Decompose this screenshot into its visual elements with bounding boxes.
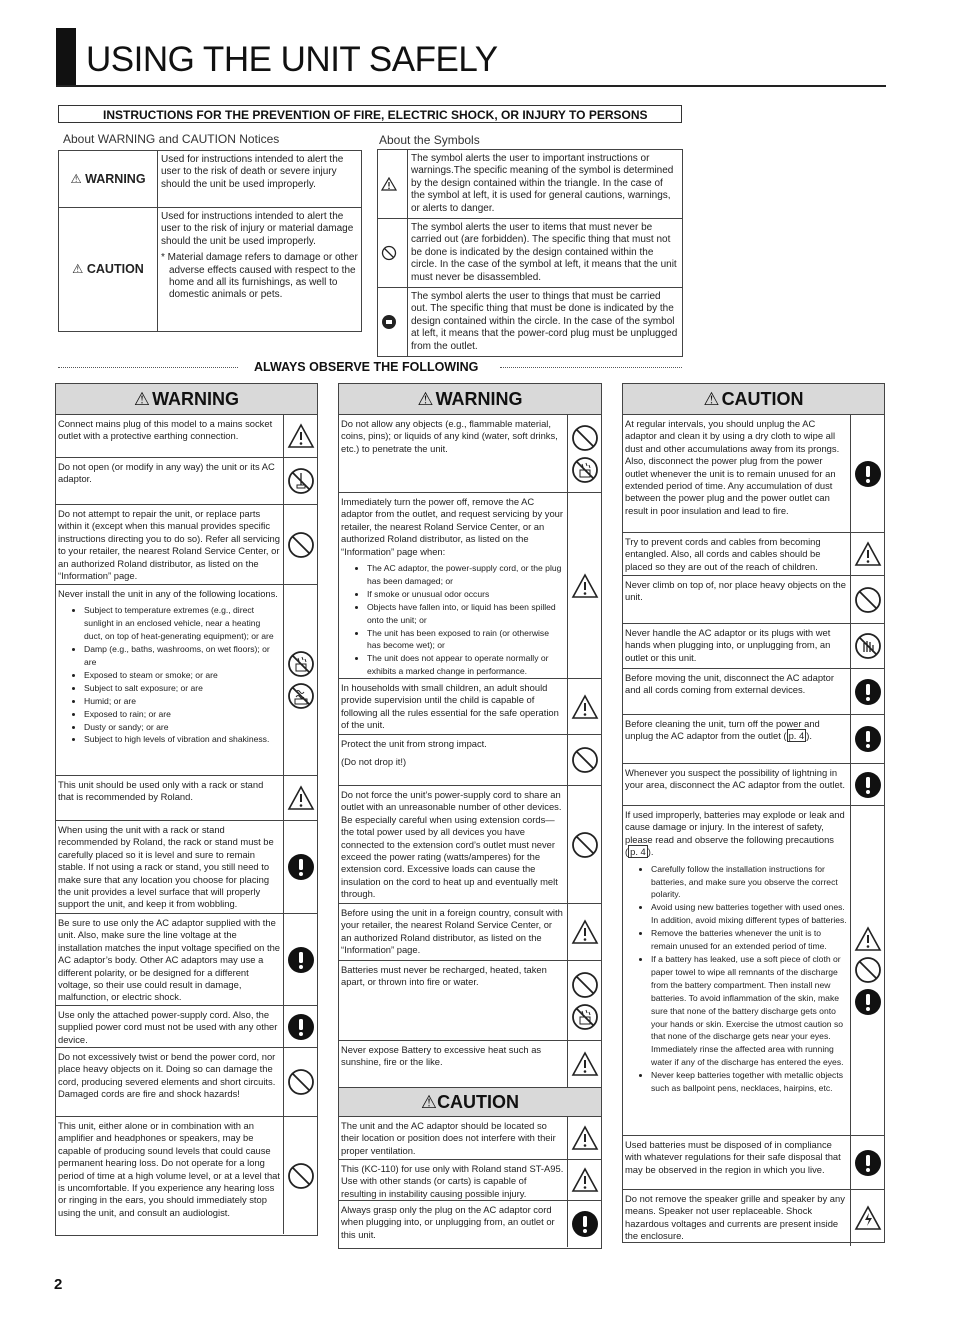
- safety-item: [56, 505, 317, 585]
- safety-item-sentence: Whenever you suspect the possibility of lightning in your area, disconnect the AC adaptor from the outlet.: [625, 767, 845, 791]
- safety-item-icons: [850, 1136, 884, 1189]
- safety-bullet-list: [625, 863, 847, 1095]
- safety-item-icons: [567, 961, 601, 1040]
- safety-item-icons: [850, 624, 884, 668]
- safety-item-sentence: Never climb on top of, nor place heavy objects on the unit.: [625, 579, 846, 603]
- safety-item-text: [56, 585, 283, 775]
- safety-item-text: [56, 1048, 283, 1116]
- caution-heading-label: CAUTION: [437, 1091, 520, 1112]
- no-water-icon: [287, 650, 315, 678]
- title-bar: [56, 28, 76, 86]
- safety-item-icons: [850, 715, 884, 763]
- symbols-table: [377, 149, 683, 357]
- safety-item-note: (Do not drop it!): [341, 756, 407, 768]
- safety-item: [339, 1117, 601, 1160]
- prohibit-icon: [287, 1162, 315, 1190]
- warning-heading-label: WARNING: [152, 388, 240, 409]
- safety-item-sentence: Never handle the AC adaptor or its plugs with wet hands when plugging into, or unplugging from, an outlet or this unit.: [625, 627, 831, 663]
- safety-item: [339, 679, 601, 735]
- prohibit-icon: [571, 746, 599, 774]
- safety-item-text: [339, 1160, 567, 1200]
- safety-item: [339, 904, 601, 961]
- warning-column-2: [338, 383, 602, 1249]
- safety-bullet: • The AC adaptor, the power-supply cord, or the plug has been damaged; or: [367, 562, 564, 588]
- safety-item-icons: [283, 776, 317, 820]
- safety-item-icons: [567, 904, 601, 960]
- warning-column-1: [55, 383, 318, 1236]
- triangle-icon: [287, 423, 315, 449]
- safety-item-text: [56, 821, 283, 913]
- safety-item-icons: [567, 493, 601, 678]
- mandatory-icon: [287, 946, 315, 974]
- safety-item-text: [339, 415, 567, 492]
- safety-item-icons: [567, 735, 601, 785]
- safety-item-icons: [567, 679, 601, 734]
- prohibit-icon: [287, 531, 315, 559]
- safety-bullet: • If a battery has leaked, use a soft piece of cloth or paper towel to wipe all remnants of the discharge from the battery compartment. Then install new batteries. To avoid inflammation of the skin, make sure that none of the battery discharge gets onto your hands or skin. Exercise the utmost caution so that none of the discharge gets near your eyes. Immediately rinse the affected area with running water if any of the discharge has entered the eyes.: [651, 953, 847, 1069]
- safety-item-sentence: In households with small children, an adult should provide supervision until the child is capable of following all the rules essential for the safe operation of the unit.: [341, 682, 559, 731]
- safety-item-icons: [850, 764, 884, 805]
- safety-item-icons: [283, 821, 317, 913]
- safety-bullet: • Objects have fallen into, or liquid has been spilled onto the unit; or: [367, 601, 564, 627]
- safety-item: [623, 624, 884, 669]
- triangle-icon: [854, 541, 882, 567]
- mandatory-icon: [854, 460, 882, 488]
- safety-item-sentence: Do not excessively twist or bend the power cord, nor place heavy objects on it. Doing so can damage the cord, producing severed elements and short circuits. Damaged cords are fire and shock hazards!: [58, 1051, 276, 1100]
- caution-heading-3: [623, 384, 884, 415]
- safety-bullet: • Subject to salt exposure; or are: [84, 682, 280, 695]
- safety-item-icons: [567, 1160, 601, 1200]
- warning-triangle-icon: ⚠: [70, 171, 82, 186]
- safety-item-tail: ).: [806, 730, 812, 742]
- prohibit-symbol-cell: [378, 219, 408, 288]
- safety-item-icons: [283, 1117, 317, 1234]
- safety-item: [339, 493, 601, 679]
- safety-item-icons: [283, 415, 317, 457]
- safety-item-text: [623, 764, 850, 805]
- page-reference-link[interactable]: p. 4: [630, 846, 646, 858]
- caution-triangle-icon: ⚠: [72, 262, 84, 277]
- safety-item: [56, 914, 317, 1006]
- safety-item-icons: [283, 1048, 317, 1116]
- safety-bullet-list: [58, 604, 280, 746]
- warning-rows-1: [56, 415, 317, 1234]
- safety-bullet: • The unit has been exposed to rain (or otherwise has become wet); or: [367, 627, 564, 653]
- triangle-symbol-text: The symbol alerts the user to important instructions or warnings.The specific meaning of the symbol is determined by the design contained within the triangle. In the case of the symbol at left, it is used for general cautions, warnings, or alerts to danger.: [408, 150, 683, 219]
- safety-item-sentence: Immediately turn the power off, remove the AC adaptor from the outlet, and request servicing by your retailer, the nearest Roland Service Center, or an authorized Roland distributor, as listed on the “Information” page when:: [341, 496, 563, 557]
- shock-icon: [854, 1205, 882, 1231]
- warning-label-cell: [59, 151, 158, 208]
- notices-table: [58, 150, 362, 332]
- safety-item-icons: [850, 669, 884, 714]
- warning-heading-2: [339, 384, 601, 415]
- safety-bullet: • Subject to temperature extremes (e.g., direct sunlight in an enclosed vehicle, near a heating duct, on top of heat-generating equipment); or are: [84, 604, 280, 643]
- safety-item: [339, 1041, 601, 1087]
- triangle-icon: [571, 1125, 599, 1151]
- safety-item-text: [56, 505, 283, 584]
- safety-item-text: [339, 786, 567, 903]
- caution-column-3: [622, 383, 885, 1243]
- safety-item-sentence: Do not open (or modify in any way) the unit or its AC adaptor.: [58, 461, 275, 485]
- safety-item-sentence: Never install the unit in any of the following locations.: [58, 588, 278, 599]
- safety-item: [56, 458, 317, 505]
- safety-item: [623, 576, 884, 624]
- safety-item: [56, 1048, 317, 1117]
- safety-item-text: [623, 533, 850, 575]
- safety-item-sentence: At regular intervals, you should unplug the AC adaptor and clean it by using a dry cloth to wipe all dust and other accumulations away from its prongs. Also, disconnect the power plug from the power outlet whenever the unit is to remain unused for an extended period of time. Any accumulation of dust between the power plug and the power outlet can result in poor insulation and lead to fire.: [625, 418, 840, 516]
- no-wet-hands-icon: [854, 632, 882, 660]
- caution-text: Used for instructions intended to alert the user to the risk of injury or material damage should the unit be used improperly.: [161, 211, 354, 247]
- safety-bullet: • If smoke or unusual odor occurs: [367, 588, 564, 601]
- warning-rows-2: [339, 415, 601, 1087]
- page-number: 2: [54, 1276, 63, 1293]
- safety-item-sentence: Use only the attached power-supply cord. Also, the supplied power cord must not be used with any other device.: [58, 1009, 278, 1045]
- safety-bullet: • Carefully follow the installation instructions for batteries, and make sure you observe the correct polarity.: [651, 863, 847, 902]
- triangle-icon: [571, 573, 599, 599]
- safety-item: [623, 1190, 884, 1246]
- safety-item-icons: [567, 1117, 601, 1159]
- unplug-icon: [381, 314, 397, 330]
- warning-heading-1: [56, 384, 317, 415]
- safety-item-sentence: Before moving the unit, disconnect the AC adaptor and all cords coming from external devices.: [625, 672, 834, 696]
- warning-triangle-icon: ⚠: [133, 388, 151, 409]
- safety-item-sentence: Connect mains plug of this model to a mains socket outlet with a protective earthing connection.: [58, 418, 273, 442]
- always-observe-heading: ALWAYS OBSERVE THE FOLLOWING: [254, 360, 479, 374]
- triangle-icon: [571, 1051, 599, 1077]
- safety-bullet: • Exposed to rain; or are: [84, 708, 280, 721]
- no-water-icon: [571, 456, 599, 484]
- safety-item-icons: [283, 505, 317, 584]
- warning-label: WARNING: [85, 171, 146, 186]
- safety-item: [339, 415, 601, 493]
- prohibit-icon: [571, 971, 599, 999]
- safety-item-sentence: Before using the unit in a foreign country, consult with your retailer, the nearest Roland Service Center, or an authorized Roland distributor, as listed on the “Information” page.: [341, 907, 563, 956]
- safety-bullet: • Damp (e.g., baths, washrooms, on wet floors); or are: [84, 643, 280, 669]
- no-water-icon: [571, 1003, 599, 1031]
- page-title: USING THE UNIT SAFELY: [86, 40, 498, 79]
- safety-item-sentence: The unit and the AC adaptor should be located so their location or position does not interfere with their proper ventilation.: [341, 1120, 556, 1156]
- safety-item-icons: [850, 806, 884, 1135]
- no-disassemble-icon: [381, 245, 397, 261]
- caution-heading-label: CAUTION: [721, 388, 804, 409]
- page-reference-link[interactable]: p. 4: [788, 730, 805, 742]
- safety-item-icons: [567, 1201, 601, 1247]
- safety-item-text: [56, 1117, 283, 1234]
- triangle-icon: [571, 919, 599, 945]
- safety-item-icons: [850, 415, 884, 532]
- safety-bullet-list: [341, 562, 564, 678]
- safety-item-text: [623, 624, 850, 668]
- mandatory-icon: [287, 1013, 315, 1041]
- safety-item: [339, 735, 601, 786]
- safety-item-sentence: This unit should be used only with a rack or stand that is recommended by Roland.: [58, 779, 264, 803]
- caution-triangle-icon: ⚠: [703, 388, 720, 409]
- safety-item-sentence: When using the unit with a rack or stand recommended by Roland, the rack or stand must be carefully placed so it is level and sure to remain stable. If not using a rack or stand, you still need to make sure that any location you choose for placing the unit provides a level surface that will properly support the unit, and keep it from wobbling.: [58, 824, 274, 910]
- dotted-line-right: [500, 367, 682, 368]
- safety-item-sentence: Do not allow any objects (e.g., flammable material, coins, pins); or liquids of any kind (water, soft drinks, etc.) to penetrate the unit.: [341, 418, 558, 454]
- dotted-line-left: [58, 367, 238, 368]
- caution-label: CAUTION: [86, 262, 144, 277]
- safety-item-text: [623, 1190, 850, 1246]
- mandatory-icon: [854, 988, 882, 1016]
- mandatory-icon: [287, 853, 315, 881]
- safety-item: [56, 776, 317, 821]
- mandatory-icon: [854, 678, 882, 706]
- safety-item-text: [623, 806, 850, 1135]
- safety-item: [56, 415, 317, 458]
- safety-item-sentence: Protect the unit from strong impact.: [341, 738, 487, 749]
- safety-bullet: • Exposed to steam or smoke; or are: [84, 669, 280, 682]
- safety-item-text: [623, 415, 850, 532]
- safety-bullet: • The unit does not appear to operate normally or exhibits a marked change in performance.: [367, 652, 564, 678]
- safety-item: [623, 415, 884, 533]
- safety-item-icons: [283, 914, 317, 1005]
- safety-item-text: [339, 735, 567, 785]
- safety-item-icons: [283, 458, 317, 504]
- warning-triangle-icon: ⚠: [417, 388, 434, 409]
- safety-item-icons: [850, 533, 884, 575]
- safety-item-sentence: Do not remove the speaker grille and speaker by any means. Speaker not user replaceable. Shock hazardous voltages and currents are present inside the enclosure.: [625, 1193, 845, 1242]
- safety-item-sentence: Do not force the unit’s power-supply cord to share an outlet with an unreasonable number of other devices. Be especially careful when using extension cords—the total power used by all devices you have connected to the extension cord’s outlet must never exceed the power rating (watts/amperes) for the extension cord. Excessive loads can cause the insulation on the cord to heat up and eventually melt through.: [341, 789, 562, 900]
- mandatory-icon: [854, 725, 882, 753]
- safety-item-text: [623, 669, 850, 714]
- safety-item-sentence: Batteries must never be recharged, heated, taken apart, or thrown into fire or water.: [341, 964, 547, 988]
- safety-item: [339, 961, 601, 1041]
- triangle-symbol-cell: [378, 150, 408, 219]
- safety-item-text: [56, 458, 283, 504]
- mandatory-symbol-cell: [378, 288, 408, 357]
- notices-label: About WARNING and CAUTION Notices: [63, 132, 280, 146]
- safety-item: [623, 533, 884, 576]
- safety-item-sentence: If used improperly, batteries may explode or leak and cause damage or injury. In the interest of safety, please read and observe the following precautions (: [625, 809, 845, 858]
- caution-triangle-icon: ⚠: [420, 1091, 438, 1112]
- safety-item: [56, 1117, 317, 1234]
- triangle-icon: [381, 177, 397, 191]
- safety-item-text: [339, 1041, 567, 1087]
- safety-item: [339, 786, 601, 904]
- caution-text-cell: [158, 208, 362, 332]
- no-moisture-icon: [287, 682, 315, 710]
- symbols-label: About the Symbols: [379, 133, 480, 147]
- safety-item-sentence: Always grasp only the plug on the AC adaptor cord when plugging into, or unplugging from, an outlet or this unit.: [341, 1204, 555, 1240]
- prohibit-icon: [287, 1068, 315, 1096]
- safety-item: [623, 669, 884, 715]
- safety-item-sentence: This (KC-110) for use only with Roland stand ST-A95. Use with other stands (or carts) is capable of resulting in instability causing possible injury.: [341, 1163, 564, 1199]
- safety-item-text: [56, 1006, 283, 1047]
- safety-item: [623, 806, 884, 1136]
- safety-item-text: [623, 715, 850, 763]
- prohibit-icon: [571, 831, 599, 859]
- warning-heading-label: WARNING: [435, 388, 523, 409]
- safety-item-icons: [567, 415, 601, 492]
- safety-item-text: [623, 576, 850, 623]
- safety-item-text: [56, 415, 283, 457]
- no-disassemble-icon: [287, 467, 315, 495]
- safety-item-text: [339, 904, 567, 960]
- safety-bullet: • Never keep batteries together with metallic objects such as ballpoint pens, necklaces, hairpins, etc.: [651, 1069, 847, 1095]
- caution-heading-2: [339, 1087, 601, 1117]
- title-rule: [56, 85, 886, 87]
- safety-item-text: [56, 776, 283, 820]
- prohibit-icon: [571, 424, 599, 452]
- safety-item-sentence: Used batteries must be disposed of in compliance with whatever regulations for their safe disposal that may be observed in the region in which you live.: [625, 1139, 841, 1175]
- safety-bullet: • Humid; or are: [84, 695, 280, 708]
- safety-bullet: • Subject to high levels of vibration and shakiness.: [84, 733, 280, 746]
- caution-label-cell: [59, 208, 158, 332]
- safety-item: [56, 821, 317, 914]
- safety-item: [339, 1160, 601, 1201]
- prohibit-icon: [854, 956, 882, 984]
- safety-item-sentence: This unit, either alone or in combination with an amplifier and headphones or speakers, may be capable of producing sound levels that could cause permanent hearing loss. Do not operate for a long period of time at a high volume level, or at a level that is uncomfortable. If you experience any hearing loss or ringing in the ears, you should immediately stop using the unit, and consult an audiologist.: [58, 1120, 280, 1218]
- mandatory-icon: [571, 1210, 599, 1238]
- safety-item-icons: [567, 1041, 601, 1087]
- caution-rows-3: [623, 415, 884, 1246]
- safety-item: [623, 715, 884, 764]
- safety-bullet: • Dusty or sandy; or are: [84, 721, 280, 734]
- safety-item: [339, 1201, 601, 1247]
- safety-item: [56, 1006, 317, 1048]
- safety-item-text: [56, 914, 283, 1005]
- safety-item: [623, 1136, 884, 1190]
- safety-item-tail: ).: [647, 846, 654, 858]
- triangle-icon: [571, 694, 599, 720]
- prohibit-symbol-text: The symbol alerts the user to items that must never be carried out (are forbidden). The specific thing that must not be done is indicated by the design contained within the circle. In the case of the symbol at left, it means that the unit must never be disassembled.: [408, 219, 683, 288]
- safety-item-icons: [283, 1006, 317, 1047]
- safety-item-text: [339, 679, 567, 734]
- mandatory-icon: [854, 771, 882, 799]
- safety-item-icons: [850, 576, 884, 623]
- safety-item-sentence: Before cleaning the unit, turn off the power and unplug the AC adaptor from the outlet (: [625, 718, 820, 742]
- safety-item-icons: [283, 585, 317, 775]
- prohibit-icon: [854, 586, 882, 614]
- instructions-heading: INSTRUCTIONS FOR THE PREVENTION OF FIRE, ELECTRIC SHOCK, OR INJURY TO PERSONS: [58, 105, 682, 123]
- safety-item-sentence: Never expose Battery to excessive heat such as sunshine, fire or the like.: [341, 1044, 542, 1068]
- safety-item-sentence: Do not attempt to repair the unit, or replace parts within it (except when this manual provides specific instructions directing you to do so). Refer all servicing to your retailer, the nearest Roland Service Center, or an authorized Roland distributor, as listed on the “Information” page.: [58, 508, 280, 582]
- safety-bullet: • Remove the batteries whenever the unit is to remain unused for an extended period of time.: [651, 927, 847, 953]
- safety-item: [56, 585, 317, 776]
- warning-text: Used for instructions intended to alert the user to the risk of death or severe injury should the unit be used improperly.: [158, 151, 362, 208]
- safety-item-icons: [567, 786, 601, 903]
- safety-item-text: [339, 1117, 567, 1159]
- mandatory-symbol-text: The symbol alerts the user to things that must be carried out. The specific thing that must be done is indicated by the design contained within the circle. In the case of the symbol at left, it means that the power-cord plug must be unplugged from the outlet.: [408, 288, 683, 357]
- caution-rows-2: [339, 1117, 601, 1247]
- safety-item-text: [339, 1201, 567, 1247]
- safety-item-sentence: Try to prevent cords and cables from becoming entangled. Also, all cords and cables should be placed so they are out of the reach of children.: [625, 536, 821, 572]
- safety-item-icons: [850, 1190, 884, 1246]
- safety-bullet: • Avoid using new batteries together with used ones. In addition, avoid mixing different types of batteries.: [651, 901, 847, 927]
- triangle-icon: [287, 785, 315, 811]
- safety-item-sentence: Be sure to use only the AC adaptor supplied with the unit. Also, make sure the line voltage at the installation matches the input voltage specified on the AC adaptor’s body. Other AC adaptors may use a different polarity, or be designed for a different voltage, so their use could result in damage, malfunction, or electric shock.: [58, 917, 281, 1003]
- caution-note: * Material damage refers to damage or other adverse effects caused with respect to the home and all its furnishings, as well to domestic animals or pets.: [161, 252, 358, 301]
- safety-item-text: [623, 1136, 850, 1189]
- safety-item: [623, 764, 884, 806]
- triangle-icon: [854, 926, 882, 952]
- mandatory-icon: [854, 1149, 882, 1177]
- safety-item-text: [339, 493, 567, 678]
- triangle-icon: [571, 1167, 599, 1193]
- safety-item-text: [339, 961, 567, 1040]
